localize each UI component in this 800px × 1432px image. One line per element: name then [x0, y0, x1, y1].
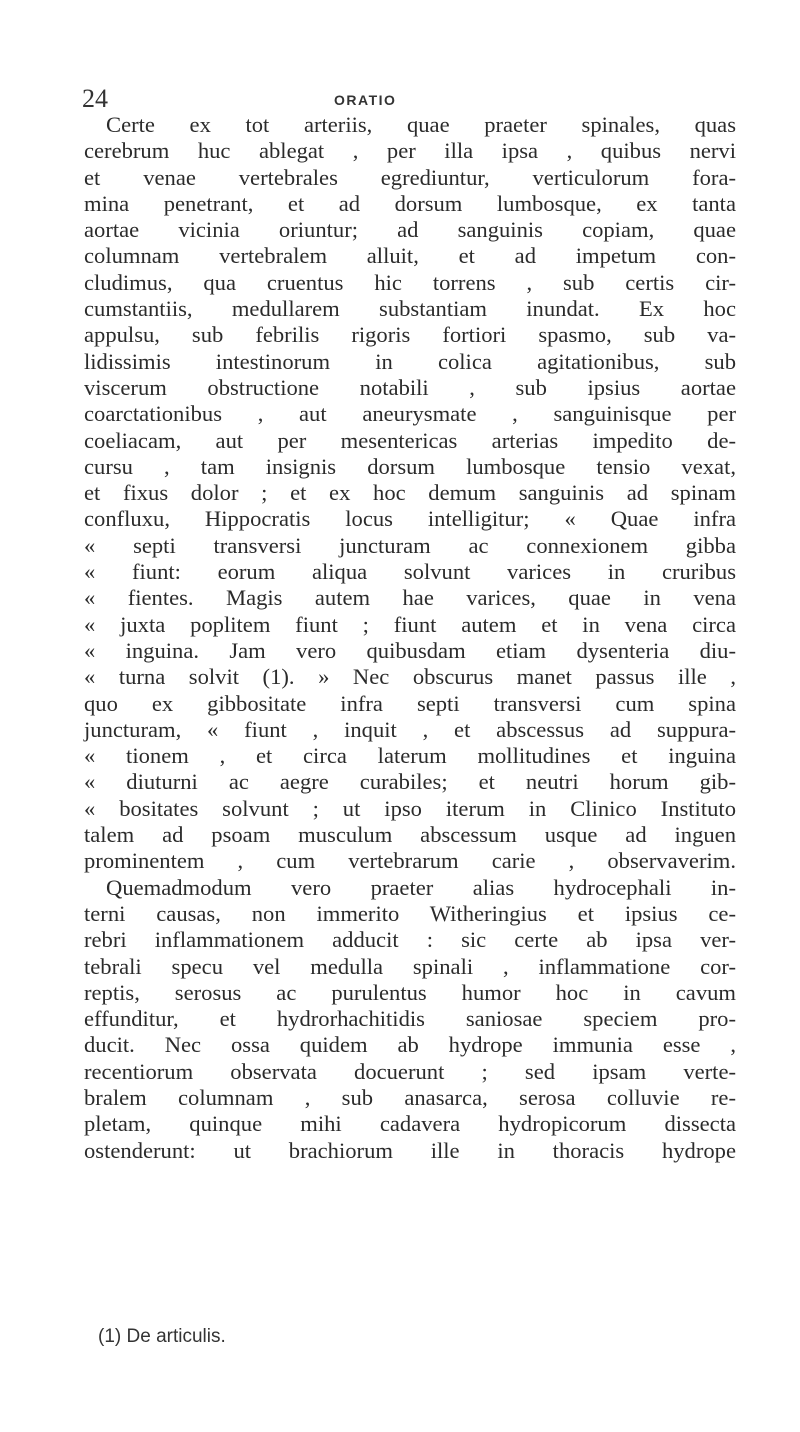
text-line: recentiorum observata docuerunt ; sed ipsam verte-: [84, 1058, 736, 1084]
text-line: bralem columnam , sub anasarca, serosa colluvie re-: [84, 1084, 736, 1110]
body-text: [84, 112, 736, 1164]
text-line: coeliacam, aut per mesentericas arterias impedito de-: [84, 427, 736, 453]
text-line: Quemadmodum vero praeter alias hydrocephali in-: [106, 874, 736, 900]
text-line: ostenderunt: ut brachiorum ille in thoracis hydrope: [84, 1137, 736, 1163]
text-line: « bositates solvunt ; ut ipso iterum in Clinico Instituto: [84, 795, 736, 821]
text-line: prominentem , cum vertebrarum carie , observaverim.: [84, 848, 736, 874]
text-line: cursu , tam insignis dorsum lumbosque tensio vexat,: [84, 453, 736, 479]
text-line: « fiunt: eorum aliqua solvunt varices in cruribus: [84, 559, 736, 585]
text-line: et fixus dolor ; et ex hoc demum sanguinis ad spinam: [84, 480, 736, 506]
text-line: « tionem , et circa laterum mollitudines et inguina: [84, 743, 736, 769]
text-line: reptis, serosus ac purulentus humor hoc in cavum: [84, 979, 736, 1005]
text-line: quo ex gibbositate infra septi transversi cum spina: [84, 690, 736, 716]
text-line: et venae vertebrales egrediuntur, verticulorum fora-: [84, 164, 736, 190]
text-line: effunditur, et hydrorhachitidis saniosae speciem pro-: [84, 1006, 736, 1032]
text-line: terni causas, non immerito Witheringius et ipsius ce-: [84, 900, 736, 926]
text-line: rebri inflammationem adducit : sic certe ab ipsa ver-: [84, 927, 736, 953]
text-line: lidissimis intestinorum in colica agitationibus, sub: [84, 348, 736, 374]
text-line: talem ad psoam musculum abscessum usque ad inguen: [84, 822, 736, 848]
text-line: tebrali specu vel medulla spinali , inflammatione cor-: [84, 953, 736, 979]
text-line: cumstantiis, medullarem substantiam inundat. Ex hoc: [84, 296, 736, 322]
text-line: « juxta poplitem fiunt ; fiunt autem et in vena circa: [84, 611, 736, 637]
running-head: ORATIO: [334, 92, 397, 108]
text-line: mina penetrant, et ad dorsum lumbosque, ex tanta: [84, 190, 736, 216]
text-line: cludimus, qua cruentus hic torrens , sub certis cir-: [84, 269, 736, 295]
text-line: Certe ex tot arteriis, quae praeter spinales, quas: [106, 112, 736, 137]
text-line: « inguina. Jam vero quibusdam etiam dysenteria diu-: [84, 637, 736, 663]
text-line: « turna solvit (1). » Nec obscurus manet passus ille ,: [84, 664, 736, 690]
text-line: « diuturni ac aegre curabiles; et neutri horum gib-: [84, 769, 736, 795]
text-line: confluxu, Hippocratis locus intelligitur; « Quae infra: [84, 506, 736, 532]
text-line: viscerum obstructione notabili , sub ipsius aortae: [84, 374, 736, 400]
text-line: appulsu, sub febrilis rigoris fortiori spasmo, sub va-: [84, 322, 736, 348]
footnote: (1) De articulis.: [98, 1326, 226, 1347]
page-number: 24: [82, 84, 108, 113]
text-line: « fientes. Magis autem hae varices, quae in vena: [84, 585, 736, 611]
text-line: columnam vertebralem alluit, et ad impetum con-: [84, 243, 736, 269]
text-line: pletam, quinque mihi cadavera hydropicorum dissecta: [84, 1111, 736, 1137]
text-line: ducit. Nec ossa quidem ab hydrope immunia esse ,: [84, 1032, 736, 1058]
text-line: cerebrum huc ablegat , per illa ipsa , quibus nervi: [84, 138, 736, 164]
text-line: juncturam, « fiunt , inquit , et abscessus ad suppura-: [84, 716, 736, 742]
text-line: « septi transversi juncturam ac connexionem gibba: [84, 532, 736, 558]
text-line: coarctationibus , aut aneurysmate , sanguinisque per: [84, 401, 736, 427]
text-line: aortae vicinia oriuntur; ad sanguinis copiam, quae: [84, 217, 736, 243]
